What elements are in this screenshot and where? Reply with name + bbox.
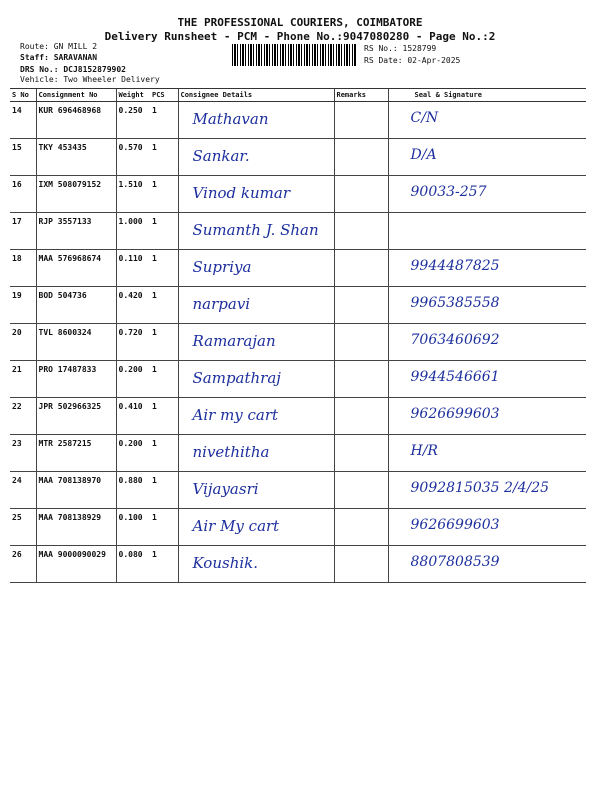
row-weight: 0.420 bbox=[116, 287, 150, 324]
row-consignment: JPR 502966325 bbox=[36, 398, 116, 435]
row-pcs: 1 bbox=[150, 435, 178, 472]
row-pcs: 1 bbox=[150, 546, 178, 583]
signature-text: 9944546661 bbox=[410, 369, 500, 385]
row-consignment: PRO 17487833 bbox=[36, 361, 116, 398]
row-pcs: 1 bbox=[150, 176, 178, 213]
row-consignee bbox=[178, 509, 334, 546]
row-consignment: MAA 708138970 bbox=[36, 472, 116, 509]
signature-text: 90033-257 bbox=[410, 184, 487, 200]
row-pcs: 1 bbox=[150, 509, 178, 546]
row-consignment: RJP 3557133 bbox=[36, 213, 116, 250]
row-seal bbox=[388, 139, 586, 176]
row-weight: 0.080 bbox=[116, 546, 150, 583]
table-row bbox=[10, 213, 586, 250]
signature-text: 9944487825 bbox=[410, 258, 500, 274]
row-remarks bbox=[334, 435, 388, 472]
row-sno: 23 bbox=[10, 435, 36, 472]
row-pcs: 1 bbox=[150, 287, 178, 324]
col-sno-header: S No bbox=[10, 89, 36, 102]
row-remarks bbox=[334, 176, 388, 213]
col-weight-header: Weight bbox=[116, 89, 150, 102]
table-row bbox=[10, 546, 586, 583]
col-consignment-header: Consignment No bbox=[36, 89, 116, 102]
row-weight: 0.110 bbox=[116, 250, 150, 287]
row-remarks bbox=[334, 250, 388, 287]
signature-text: 9626699603 bbox=[410, 517, 500, 533]
row-sno: 20 bbox=[10, 324, 36, 361]
row-remarks bbox=[334, 213, 388, 250]
runsheet-table bbox=[10, 88, 586, 583]
table-row bbox=[10, 139, 586, 176]
row-consignment: MAA 576968674 bbox=[36, 250, 116, 287]
row-sno: 15 bbox=[10, 139, 36, 176]
row-seal bbox=[388, 287, 586, 324]
row-consignee bbox=[178, 139, 334, 176]
row-sno: 16 bbox=[10, 176, 36, 213]
row-weight: 0.720 bbox=[116, 324, 150, 361]
row-weight: 0.200 bbox=[116, 435, 150, 472]
row-seal bbox=[388, 213, 586, 250]
drs-label: DRS No.: DCJ8152879902 bbox=[20, 65, 126, 74]
row-sno: 19 bbox=[10, 287, 36, 324]
signature-text: 9965385558 bbox=[410, 295, 500, 311]
rs-date: RS Date: 02-Apr-2025 bbox=[364, 56, 461, 65]
row-remarks bbox=[334, 361, 388, 398]
handwritten-consignee: Vinod kumar bbox=[192, 184, 291, 202]
table-row bbox=[10, 509, 586, 546]
row-pcs: 1 bbox=[150, 324, 178, 361]
row-pcs: 1 bbox=[150, 139, 178, 176]
runsheet-subtitle: Delivery Runsheet - PCM - Phone No.:9047080280 - Page No.:2 bbox=[104, 30, 496, 43]
row-consignee bbox=[178, 176, 334, 213]
col-remarks-header: Remarks bbox=[334, 89, 388, 102]
row-pcs: 1 bbox=[150, 102, 178, 139]
row-seal bbox=[388, 361, 586, 398]
handwritten-consignee: Supriya bbox=[192, 258, 252, 276]
row-consignee bbox=[178, 398, 334, 435]
handwritten-consignee: Sampathraj bbox=[192, 369, 281, 387]
table-row bbox=[10, 398, 586, 435]
row-sno: 26 bbox=[10, 546, 36, 583]
row-seal bbox=[388, 398, 586, 435]
row-seal bbox=[388, 435, 586, 472]
row-weight: 0.570 bbox=[116, 139, 150, 176]
row-sno: 21 bbox=[10, 361, 36, 398]
row-consignee bbox=[178, 361, 334, 398]
row-seal bbox=[388, 102, 586, 139]
row-seal bbox=[388, 250, 586, 287]
handwritten-consignee: Air My cart bbox=[192, 517, 280, 535]
row-remarks bbox=[334, 102, 388, 139]
row-seal bbox=[388, 546, 586, 583]
row-pcs: 1 bbox=[150, 472, 178, 509]
col-consignee-header: Consignee Details bbox=[178, 89, 334, 102]
signature-text: 9626699603 bbox=[410, 406, 500, 422]
row-consignee bbox=[178, 287, 334, 324]
row-seal bbox=[388, 176, 586, 213]
handwritten-consignee: Air my cart bbox=[192, 406, 279, 424]
row-consignee bbox=[178, 546, 334, 583]
row-consignment: MAA 9000090029 bbox=[36, 546, 116, 583]
row-consignee bbox=[178, 102, 334, 139]
handwritten-consignee: narpavi bbox=[192, 295, 251, 313]
row-seal bbox=[388, 324, 586, 361]
row-remarks bbox=[334, 398, 388, 435]
row-pcs: 1 bbox=[150, 250, 178, 287]
row-weight: 0.410 bbox=[116, 398, 150, 435]
handwritten-consignee: Koushik. bbox=[192, 554, 259, 572]
table-row bbox=[10, 102, 586, 139]
row-sno: 18 bbox=[10, 250, 36, 287]
signature-text: D/A bbox=[410, 147, 437, 163]
rs-number: RS No.: 1528799 bbox=[364, 44, 437, 53]
col-seal-header: Seal & Signature bbox=[388, 89, 586, 102]
row-consignment: MAA 708138929 bbox=[36, 509, 116, 546]
row-remarks bbox=[334, 472, 388, 509]
company-title: THE PROFESSIONAL COURIERS, COIMBATORE bbox=[177, 16, 423, 29]
handwritten-consignee: Sumanth J. Shan bbox=[192, 221, 319, 239]
row-seal bbox=[388, 509, 586, 546]
row-pcs: 1 bbox=[150, 361, 178, 398]
row-remarks bbox=[334, 546, 388, 583]
row-consignment: BOD 504736 bbox=[36, 287, 116, 324]
row-sno: 17 bbox=[10, 213, 36, 250]
row-pcs: 1 bbox=[150, 213, 178, 250]
table-row bbox=[10, 435, 586, 472]
row-sno: 22 bbox=[10, 398, 36, 435]
table-row bbox=[10, 472, 586, 509]
vehicle-label: Vehicle: Two Wheeler Delivery bbox=[20, 75, 160, 84]
row-pcs: 1 bbox=[150, 398, 178, 435]
row-remarks bbox=[334, 287, 388, 324]
handwritten-consignee: Mathavan bbox=[192, 110, 269, 128]
row-weight: 1.510 bbox=[116, 176, 150, 213]
table-row bbox=[10, 324, 586, 361]
signature-text: 7063460692 bbox=[410, 332, 500, 348]
table-row bbox=[10, 176, 586, 213]
table-header-row bbox=[10, 89, 586, 102]
staff-label: Staff: SARAVANAN bbox=[20, 53, 98, 62]
row-weight: 0.880 bbox=[116, 472, 150, 509]
row-consignee bbox=[178, 324, 334, 361]
row-consignment: MTR 2587215 bbox=[36, 435, 116, 472]
row-remarks bbox=[334, 509, 388, 546]
row-sno: 14 bbox=[10, 102, 36, 139]
table-row bbox=[10, 287, 586, 324]
row-consignment: IXM 508079152 bbox=[36, 176, 116, 213]
signature-text: C/N bbox=[410, 110, 439, 126]
row-consignment: KUR 696468968 bbox=[36, 102, 116, 139]
row-weight: 0.200 bbox=[116, 361, 150, 398]
row-consignee bbox=[178, 435, 334, 472]
row-remarks bbox=[334, 139, 388, 176]
signature-text: 9092815035 2/4/25 bbox=[410, 480, 550, 496]
signature-text: H/R bbox=[410, 443, 438, 459]
row-seal bbox=[388, 472, 586, 509]
row-consignee bbox=[178, 250, 334, 287]
col-pcs-header: PCS bbox=[150, 89, 178, 102]
handwritten-consignee: Ramarajan bbox=[192, 332, 276, 350]
barcode-image bbox=[232, 44, 356, 66]
row-sno: 24 bbox=[10, 472, 36, 509]
handwritten-consignee: Sankar. bbox=[192, 147, 250, 165]
row-weight: 0.250 bbox=[116, 102, 150, 139]
row-weight: 0.100 bbox=[116, 509, 150, 546]
route-label: Route: GN MILL 2 bbox=[20, 42, 98, 51]
table-row bbox=[10, 361, 586, 398]
row-consignment: TKY 453435 bbox=[36, 139, 116, 176]
table-row bbox=[10, 250, 586, 287]
signature-text: 8807808539 bbox=[410, 554, 500, 570]
row-sno: 25 bbox=[10, 509, 36, 546]
handwritten-consignee: nivethitha bbox=[192, 443, 270, 461]
row-weight: 1.000 bbox=[116, 213, 150, 250]
row-consignee bbox=[178, 472, 334, 509]
row-consignment: TVL 8600324 bbox=[36, 324, 116, 361]
row-remarks bbox=[334, 324, 388, 361]
handwritten-consignee: Vijayasri bbox=[192, 480, 259, 498]
row-consignee bbox=[178, 213, 334, 250]
